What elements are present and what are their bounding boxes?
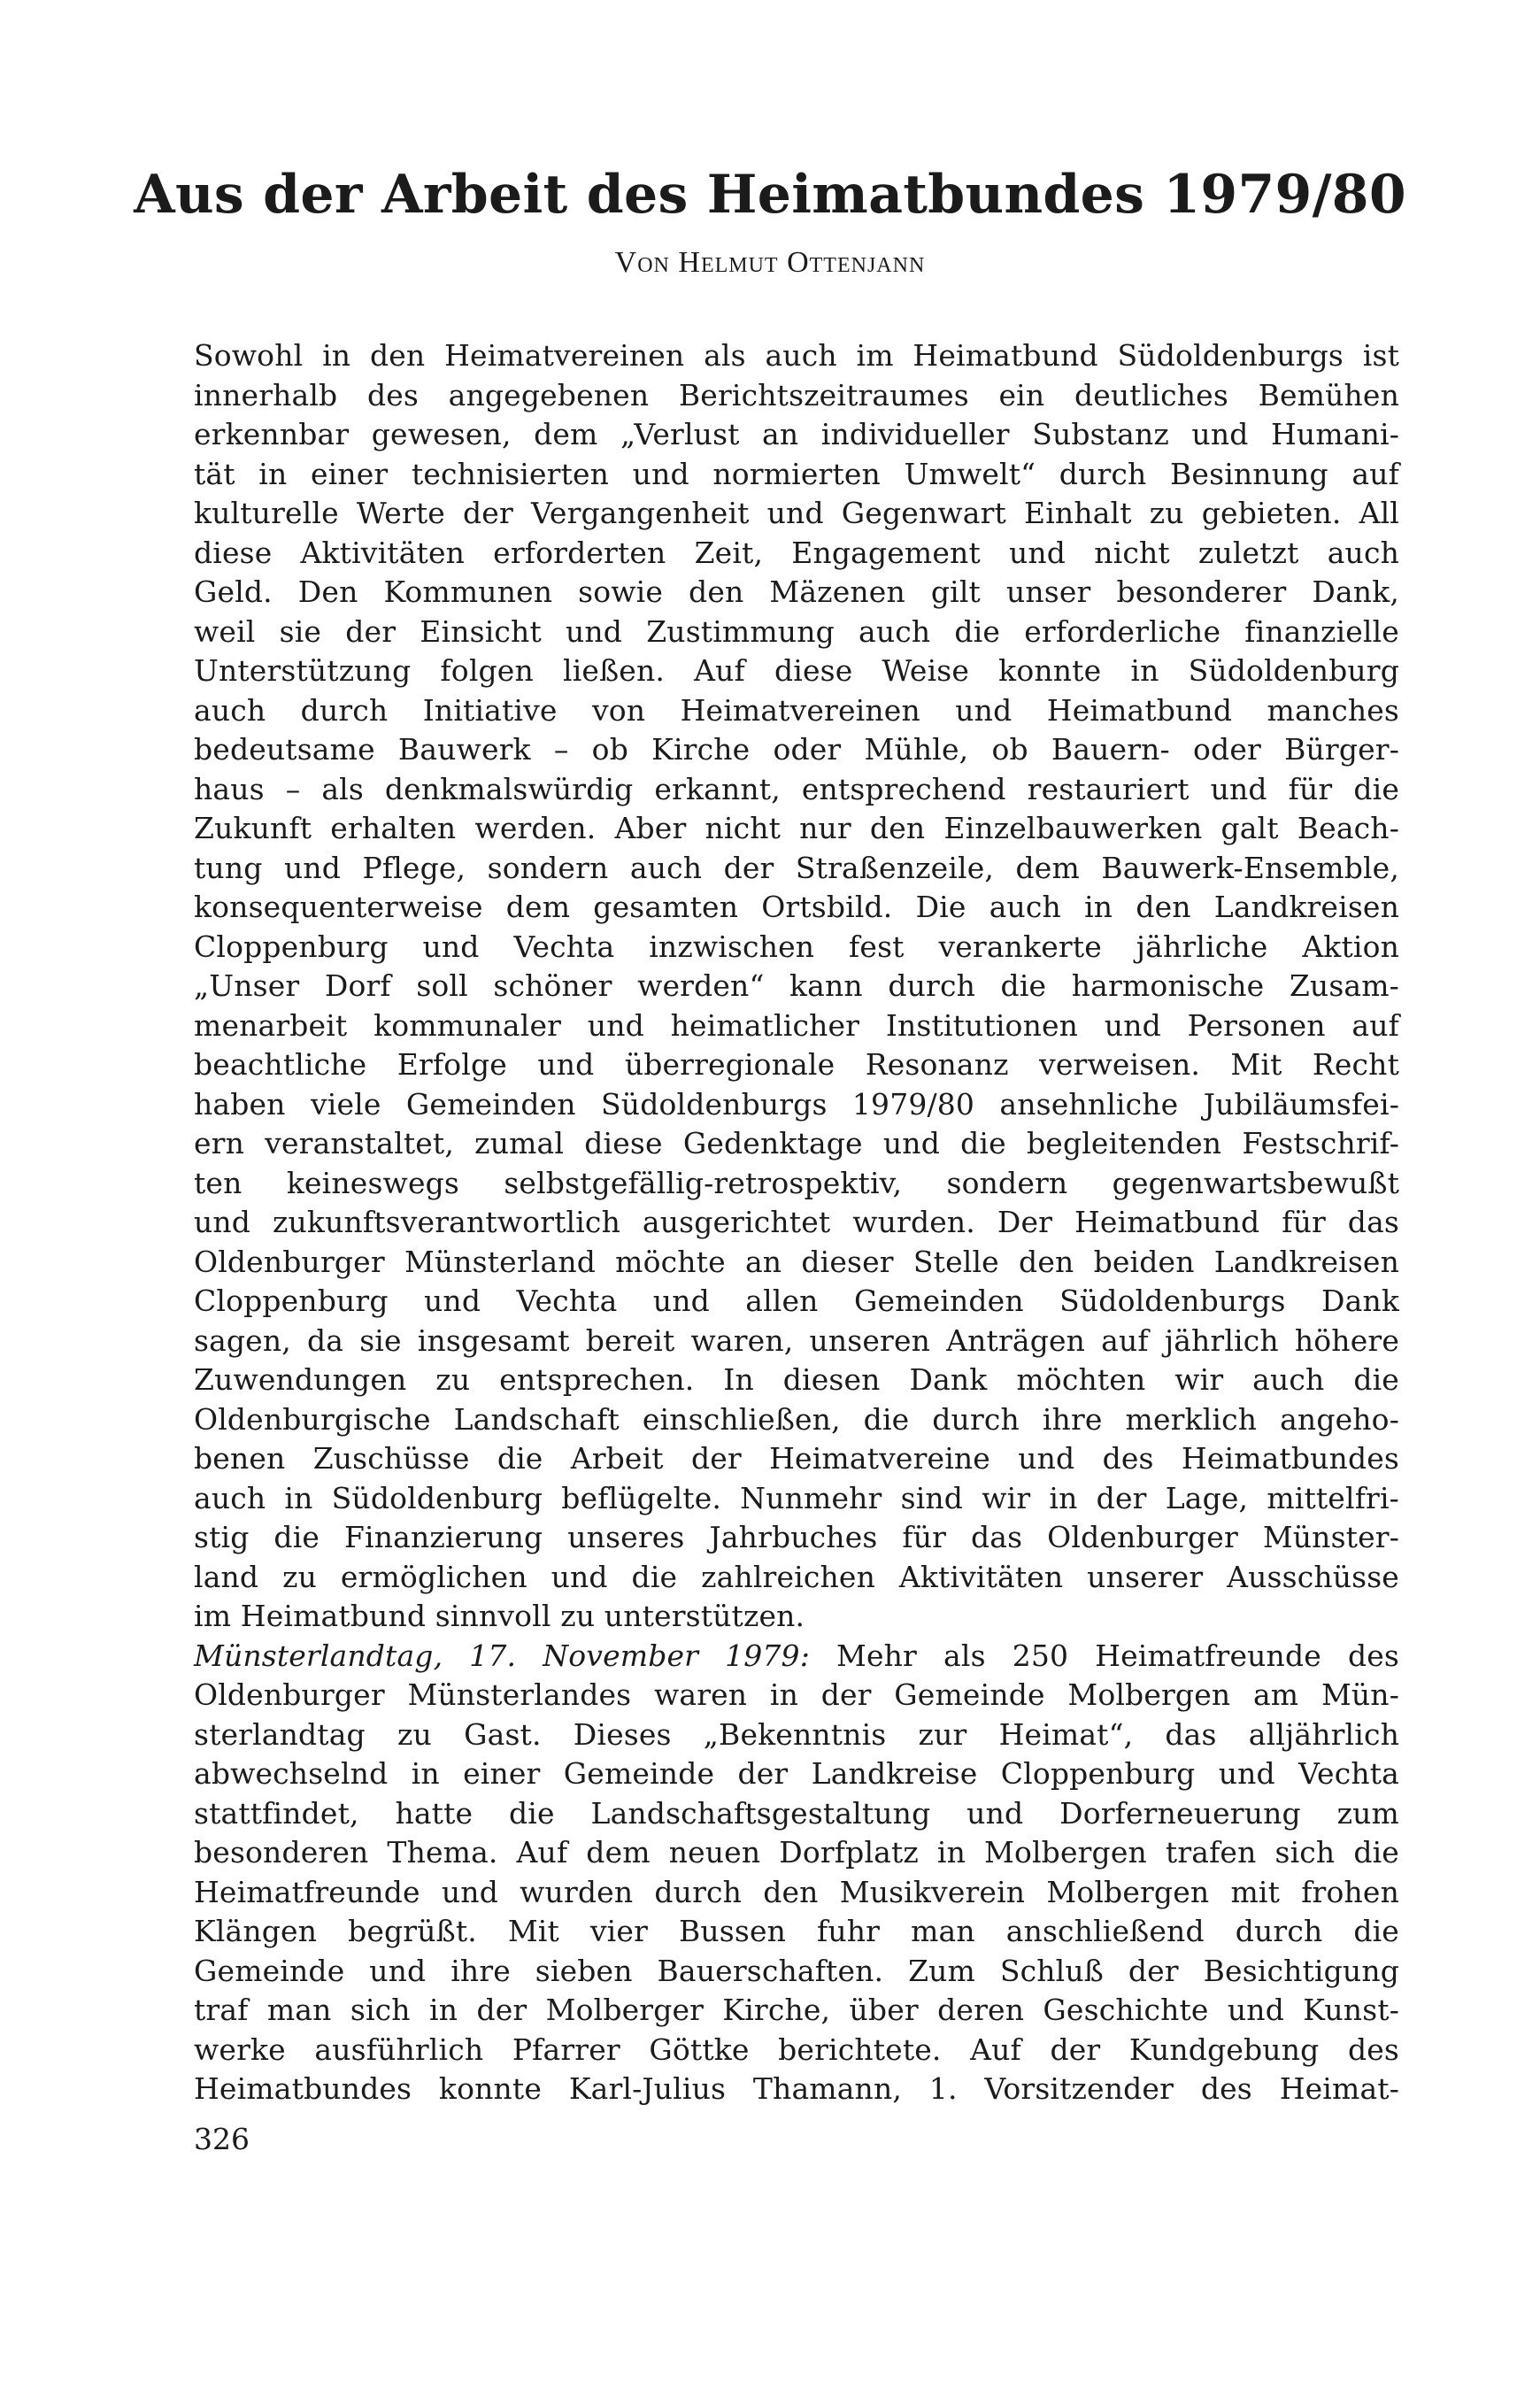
section-line: Heimatfreunde und wurden durch den Musikverein Molbergen mit frohen: [194, 1874, 1399, 1909]
body-line: bedeutsame Bauwerk – ob Kirche oder Mühle, ob Bauern- oder Bürger-: [194, 732, 1399, 767]
body-line: Unterstützung folgen ließen. Auf diese Weise konnte in Südoldenburg: [194, 653, 1399, 688]
body-line: stig die Finanzierung unseres Jahrbuches für das Oldenburger Münster-: [194, 1520, 1399, 1554]
body-line: weil sie der Einsicht und Zustimmung auch die erforderliche finanzielle: [194, 613, 1399, 649]
body-line: konsequenterweise dem gesamten Ortsbild. Die auch in den Landkreisen: [194, 890, 1399, 924]
section-line: Heimatbundes konnte Karl-Julius Thamann, 1. Vorsitzender des Heimat-: [194, 2071, 1399, 2106]
body-line: auch durch Initiative von Heimatvereinen und Heimatbund manches: [194, 692, 1399, 728]
body-line: beachtliche Erfolge und überregionale Resonanz verweisen. Mit Recht: [194, 1047, 1399, 1082]
body-line: Zukunft erhalten werden. Aber nicht nur den Einzelbauwerken galt Beach-: [194, 811, 1399, 845]
body-line: menarbeit kommunaler und heimatlicher Institutionen und Personen auf: [194, 1007, 1399, 1043]
body-line: Cloppenburg und Vechta inzwischen fest verankerte jährliche Aktion: [194, 929, 1399, 964]
article-body: [194, 336, 1399, 2109]
section-line: abwechselnd in einer Gemeinde der Landkreise Cloppenburg und Vechta: [194, 1756, 1399, 1791]
article-author: Von Helmut Ottenjann: [614, 246, 926, 279]
body-line: Geld. Den Kommunen sowie den Mäzenen gilt unser besonderer Dank,: [194, 574, 1399, 609]
body-line: tät in einer technisierten und normierten Umwelt“ durch Besinnung auf: [194, 456, 1399, 491]
body-line: Oldenburger Münsterland möchte an dieser Stelle den beiden Landkreisen: [194, 1244, 1399, 1279]
body-line: innerhalb des angegebenen Berichtszeitraumes ein deutliches Bemühen: [194, 377, 1399, 412]
body-line: Cloppenburg und Vechta und allen Gemeinden Südoldenburgs Dank: [194, 1284, 1399, 1318]
section-first-line-text: Mehr als 250 Heimatfreunde des: [809, 1638, 1399, 1673]
body-line: land zu ermöglichen und die zahlreichen Aktivitäten unserer Ausschüsse: [194, 1559, 1399, 1594]
section-line: sterlandtag zu Gast. Dieses „Bekenntnis zur Heimat“, das alljährlich: [194, 1716, 1399, 1752]
section-line: werke ausführlich Pfarrer Göttke berichtete. Auf der Kundgebung des: [194, 2032, 1399, 2067]
body-line: haus – als denkmalswürdig erkannt, entsprechend restauriert und für die: [194, 771, 1399, 806]
body-line: und zukunftsverantwortlich ausgerichtet wurden. Der Heimatbund für das: [194, 1205, 1399, 1239]
section-line: Klängen begrüßt. Mit vier Bussen fuhr man anschließend durch die: [194, 1914, 1399, 1948]
body-line: tung und Pflege, sondern auch der Straßenzeile, dem Bauwerk-Ensemble,: [194, 850, 1399, 885]
body-line: haben viele Gemeinden Südoldenburgs 1979/80 ansehnliche Jubiläumsfei-: [194, 1086, 1399, 1122]
body-line: benen Zuschüsse die Arbeit der Heimatvereine und des Heimatbundes: [194, 1441, 1399, 1476]
section-line: traf man sich in der Molberger Kirche, über deren Geschichte und Kunst-: [194, 1993, 1399, 2027]
body-line: ten keineswegs selbstgefällig-retrospektiv, sondern gegenwartsbewußt: [194, 1165, 1399, 1200]
section-line: stattfindet, hatte die Landschaftsgestaltung und Dorferneuerung zum: [194, 1795, 1399, 1831]
body-line: im Heimatbund sinnvoll zu unterstützen.: [194, 1599, 805, 1633]
section-heading: Münsterlandtag, 17. November 1979:: [194, 1638, 810, 1673]
body-line: Oldenburgische Landschaft einschließen, die durch ihre merklich angeho-: [194, 1401, 1399, 1437]
body-line: Zuwendungen zu entsprechen. In diesen Dank möchten wir auch die: [194, 1362, 1399, 1397]
section-line: besonderen Thema. Auf dem neuen Dorfplatz in Molbergen trafen sich die: [194, 1835, 1399, 1870]
body-line: erkennbar gewesen, dem „Verlust an individueller Substanz und Humani-: [194, 417, 1399, 451]
body-line: auch in Südoldenburg beflügelte. Nunmehr sind wir in der Lage, mittelfri-: [194, 1480, 1399, 1515]
section-first-line: [194, 1637, 1399, 1677]
page-number: 326: [194, 2122, 250, 2156]
article-title: Aus der Arbeit des Heimatbundes 1979/80: [134, 164, 1406, 226]
body-line: sagen, da sie insgesamt bereit waren, unseren Anträgen auf jährlich höhere: [194, 1322, 1399, 1358]
section-line: Oldenburger Münsterlandes waren in der Gemeinde Molbergen am Mün-: [194, 1677, 1399, 1712]
body-line: Sowohl in den Heimatvereinen als auch im Heimatbund Südoldenburgs ist: [194, 338, 1399, 373]
body-line: kulturelle Werte der Vergangenheit und Gegenwart Einhalt zu gebieten. All: [194, 496, 1399, 530]
body-line: diese Aktivitäten erforderten Zeit, Engagement und nicht zuletzt auch: [194, 535, 1399, 570]
body-line: „Unser Dorf soll schöner werden“ kann durch die harmonische Zusam-: [194, 968, 1399, 1003]
section-line: Gemeinde und ihre sieben Bauerschaften. Zum Schluß der Besichtigung: [194, 1953, 1399, 1988]
body-line: ern veranstaltet, zumal diese Gedenktage und die begleitenden Festschrif-: [194, 1126, 1399, 1160]
